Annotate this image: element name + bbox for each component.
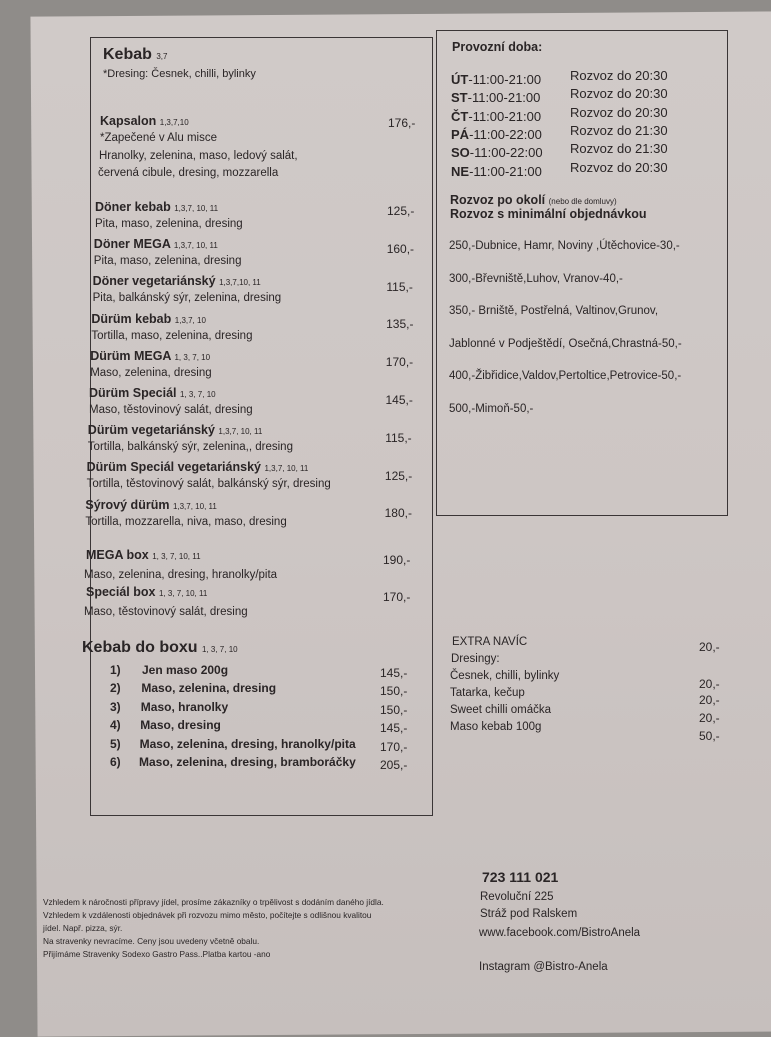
- menu-item-desc: Pita, maso, zelenina, dresing: [95, 218, 243, 230]
- extra-title: EXTRA NAVÍC: [452, 636, 528, 648]
- hours-row: [451, 164, 542, 179]
- contact-street: Revoluční 225: [480, 891, 554, 903]
- box-row-price: 205,-: [380, 758, 408, 772]
- item-name: Dürüm Speciál vegetariánský: [86, 460, 261, 475]
- box-row-price: 150,-: [380, 684, 408, 699]
- item-allergens: 1,3,7, 10, 11: [174, 204, 219, 213]
- hours-delivery: Rozvoz do 20:30: [570, 68, 668, 83]
- hours-day: ČT: [451, 108, 469, 124]
- hours-delivery: Rozvoz do 20:30: [570, 86, 668, 102]
- item-allergens: 1,3,7, 10, 11: [172, 501, 217, 511]
- delivery-zone: Jablonné v Podještědí, Osečná,Chrastná-50,-: [449, 337, 682, 350]
- item-name: MEGA box: [86, 548, 149, 562]
- item-allergens: 1,3,7, 10, 11: [173, 241, 218, 251]
- box-row-name: Jen maso 200g: [142, 663, 229, 677]
- menu-item-name: [85, 498, 216, 512]
- menu-item-name: [93, 274, 261, 288]
- hours-time: -11:00-21:00: [468, 108, 542, 124]
- menu-item-name: Kapsalon 1,3,7,10: [100, 114, 189, 128]
- notice-line: Vzhledem k vzdálenosti objednávek při rozvozu mimo město, počítejte s odlišnou kvalitou: [43, 910, 372, 920]
- menu-item-price: 160,-: [386, 241, 415, 256]
- menu-item-price: 115,-: [385, 430, 412, 445]
- extra-price: 50,-: [699, 729, 720, 743]
- menu-item-price: 190,-: [383, 553, 411, 567]
- menu-item-price: 125,-: [384, 468, 413, 483]
- extra-item: Česnek, chilli, bylinky: [450, 670, 560, 682]
- hours-time: -11:00-21:00: [469, 163, 542, 179]
- hours-day: ST: [451, 90, 468, 106]
- menu-item-price: 180,-: [384, 506, 412, 521]
- box-row-name: Maso, hranolky: [140, 699, 229, 714]
- menu-item-desc: Tortilla, balkánský sýr, zelenina,, dresing: [87, 441, 293, 454]
- box-row-number: 4): [110, 718, 121, 733]
- contact-city: Stráž pod Ralskem: [480, 908, 578, 920]
- menu-item-name: [87, 460, 309, 474]
- menu-item-price: 145,-: [385, 393, 413, 407]
- menu-item-price: 170,-: [383, 590, 411, 604]
- box-row-name: Maso, zelenina, dresing, hranolky/pita: [139, 736, 356, 751]
- hours-time: -11:00-22:00: [469, 126, 542, 142]
- hours-day: NE: [451, 163, 470, 179]
- box-row-number: 1): [110, 663, 121, 677]
- box-row-price: 150,-: [380, 702, 408, 717]
- hours-row: [451, 109, 541, 124]
- item-allergens: 1, 3, 7, 10: [174, 352, 211, 362]
- menu-item-price: 170,-: [385, 355, 414, 370]
- contact-instagram[interactable]: Instagram @Bistro-Anela: [479, 961, 608, 973]
- hours-row: [451, 90, 540, 105]
- box-row-name: Maso, zelenina, dresing, bramboráčky: [139, 755, 356, 769]
- box-row-price: 145,-: [380, 721, 408, 736]
- box-row-name: Maso, zelenina, dresing: [141, 681, 277, 696]
- hours-day: ÚT: [451, 72, 469, 87]
- item-allergens: 1,3,7, 10, 11: [264, 464, 309, 474]
- hours-title: Provozní doba:: [452, 40, 543, 54]
- item-allergens: 1, 3, 7, 10, 11: [152, 552, 201, 561]
- delivery-zone: 500,-Mimoň-50,-: [449, 403, 534, 415]
- menu-item-name: [88, 423, 263, 437]
- menu-item-desc: Tortilla, těstovinový salát, balkánský sýr, dresing: [86, 478, 331, 491]
- hours-time: -11:00-21:00: [467, 90, 541, 106]
- extra-dresings-label: Dresingy:: [451, 653, 500, 665]
- hours-day: PÁ: [451, 126, 470, 142]
- menu-item-name: [90, 349, 210, 363]
- contact-phone[interactable]: 723 111 021: [482, 869, 559, 885]
- notice-line: Přijímáme Stravenky Sodexo Gastro Pass..Platba kartou -ano: [43, 949, 271, 959]
- box-row-number: 3): [110, 699, 121, 714]
- extra-price: 20,-: [699, 693, 720, 707]
- hours-delivery: Rozvoz do 20:30: [570, 159, 668, 175]
- delivery-title: Rozvoz po okolí (nebo dle domluvy): [450, 193, 617, 207]
- hours-row: [451, 72, 541, 87]
- menu-item-desc: Tortilla, maso, zelenina, dresing: [91, 329, 253, 342]
- item-name: Dürüm Speciál: [89, 386, 177, 400]
- item-allergens: 1,3,7,10, 11: [219, 278, 261, 288]
- menu-item-desc: Hranolky, zelenina, maso, ledový salát,: [99, 150, 298, 162]
- menu-item-desc: Pita, balkánský sýr, zelenina, dresing: [92, 292, 282, 305]
- menu-item-desc: Tortilla, mozzarella, niva, maso, dresing: [85, 515, 287, 528]
- item-name: Döner kebab: [95, 200, 171, 214]
- box-row-number: 6): [110, 755, 121, 769]
- menu-item-name: [86, 548, 201, 562]
- item-allergens: 1,3,7, 10: [174, 315, 206, 325]
- menu-item-name: [86, 585, 207, 599]
- hours-day: SO: [451, 145, 470, 161]
- item-name: Dürüm vegetariánský: [87, 423, 215, 438]
- kebab-title: Kebab 3,7: [103, 46, 168, 63]
- item-allergens: 1, 3, 7, 10, 11: [158, 589, 208, 598]
- contact-facebook[interactable]: www.facebook.com/BistroAnela: [479, 927, 641, 939]
- item-name: Döner MEGA: [93, 237, 171, 252]
- menu-item-price: 125,-: [387, 204, 415, 218]
- menu-item-note: *Zapečené v Alu misce: [100, 132, 217, 144]
- menu-item-name: [91, 312, 206, 326]
- extra-price: 20,-: [699, 677, 720, 691]
- menu-item-desc: Maso, zelenina, dresing, hranolky/pita: [84, 569, 278, 581]
- menu-item-name: [94, 237, 218, 251]
- hours-time: -11:00-21:00: [468, 72, 542, 87]
- extra-price: 20,-: [699, 711, 720, 725]
- item-name: Dürüm kebab: [91, 311, 172, 326]
- box-row-price: 170,-: [380, 739, 408, 754]
- extra-price: 20,-: [699, 640, 720, 654]
- hours-delivery: Rozvoz do 21:30: [570, 141, 668, 157]
- delivery-zone: 350,- Brniště, Postřelná, Valtinov,Grunov,: [449, 305, 659, 318]
- menu-item-desc: Maso, těstovinový salát, dresing: [89, 404, 253, 416]
- item-name: Speciál box: [86, 585, 156, 599]
- box-row-number: 5): [110, 736, 121, 751]
- hours-row: [451, 127, 542, 142]
- extra-item: Sweet chilli omáčka: [450, 704, 551, 716]
- item-allergens: 1,3,7, 10, 11: [218, 427, 263, 437]
- hours-row: [451, 145, 543, 160]
- kebab-note: *Dresing: Česnek, chilli, bylinky: [103, 68, 256, 80]
- notice-line: Na stravenky nevracíme. Ceny jsou uvedeny včetně obalu.: [43, 936, 260, 946]
- delivery-subtitle: Rozvoz s minimální objednávkou: [450, 207, 647, 221]
- hours-delivery: Rozvoz do 20:30: [570, 104, 668, 120]
- menu-item-price: 115,-: [386, 279, 413, 294]
- kebab-box-title: Kebab do boxu 1, 3, 7, 10: [82, 639, 238, 656]
- menu-item-price: 176,-: [388, 116, 416, 130]
- item-name: Sýrový dürüm: [85, 497, 170, 512]
- item-name: Dürüm MEGA: [90, 348, 171, 363]
- menu-item-desc: Maso, těstovinový salát, dresing: [84, 606, 248, 618]
- menu-item-name: [95, 200, 218, 214]
- item-allergens: 1, 3, 7, 10: [180, 390, 216, 399]
- menu-item-desc: Maso, zelenina, dresing: [90, 366, 212, 379]
- box-row-name: Maso, dresing: [140, 718, 221, 733]
- item-name: Döner vegetariánský: [92, 274, 216, 289]
- menu-item-price: 135,-: [386, 317, 414, 332]
- menu-item-desc: Pita, maso, zelenina, dresing: [93, 255, 242, 268]
- delivery-zone: 400,-Žibřidice,Valdov,Pertoltice,Petrovice-50,-: [449, 370, 682, 383]
- notice-line: jídel. Např. pizza, sýr.: [43, 923, 123, 933]
- delivery-zone: 300,-Břevniště,Luhov, Vranov-40,-: [449, 272, 623, 285]
- box-row-price: 145,-: [380, 666, 408, 680]
- box-row-number: 2): [110, 681, 121, 696]
- notice-line: Vzhledem k náročnosti přípravy jídel, prosíme zákazníky o trpělivost s dodáním daného jídla.: [43, 897, 384, 907]
- extra-item: Maso kebab 100g: [450, 721, 542, 733]
- hours-delivery: Rozvoz do 21:30: [570, 122, 668, 138]
- hours-time: -11:00-22:00: [469, 145, 543, 161]
- extra-item: Tatarka, kečup: [450, 687, 525, 699]
- menu-item-desc: červená cibule, dresing, mozzarella: [98, 167, 279, 179]
- delivery-zone: 250,-Dubnice, Hamr, Noviny ,Útěchovice-30,-: [449, 240, 680, 252]
- menu-item-name: [89, 386, 216, 400]
